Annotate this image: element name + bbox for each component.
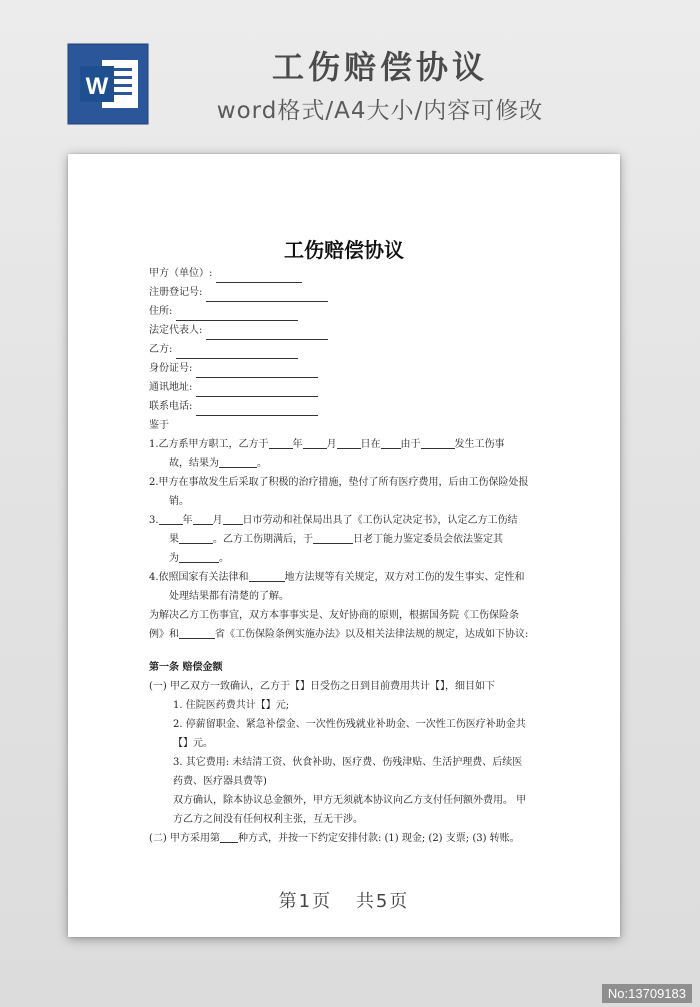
- clause-4-cont: 处理结果都有清楚的了解。: [169, 591, 289, 602]
- page-number: [68, 887, 620, 913]
- clause-4: 4.依照国家有关法律和 地方法规等有关规定，双方对工伤的发生事实、定性和: [149, 568, 549, 587]
- field-address: 住所:: [149, 302, 549, 321]
- clause-3-cont: 果 。乙方工伤期满后，于 日老丁能力鉴定委员会依法鉴定其: [149, 530, 549, 549]
- field-legal-representative: 法定代表人:: [149, 321, 549, 340]
- document-body: [149, 264, 549, 848]
- field-party-a-unit: 甲方（单位）:: [149, 264, 549, 283]
- total-pages: 共5页: [355, 891, 410, 912]
- clause-3: 3. 年 月 日市劳动和社保局出具了《工伤认定决定书》，认定乙方工伤结: [149, 511, 549, 530]
- section-1-confirm-cont: 方乙方之间没有任何权利主张，互无干涉。: [173, 814, 363, 825]
- section-1-confirm: 双方确认，除本协议总金额外，甲方无须就本协议向乙方支付任何额外费用。 甲: [173, 795, 527, 806]
- clause-1: 1.乙方系甲方职工，乙方于 年 月 日在 由于 发生工伤事: [149, 435, 549, 454]
- section-1-item-3-cont: 药费、医疗器具费等): [173, 776, 267, 787]
- whereas-heading: 鉴于: [149, 420, 169, 431]
- header-subtitle: word格式/A4大小/内容可修改: [216, 98, 544, 124]
- image-id-stamp: No:13709183: [602, 984, 692, 1003]
- field-phone: 联系电话:: [149, 397, 549, 416]
- clause-3-cont2: 为 。: [149, 549, 549, 568]
- field-party-b: 乙方:: [149, 340, 549, 359]
- field-mailing-address: 通讯地址:: [149, 378, 549, 397]
- preamble-line-1: 为解决乙方工伤事宜，双方本事事实是、友好协商的原则，根据国务院《工伤保险条: [149, 610, 519, 621]
- preamble-line-2: 例》和 省《工伤保险条例实施办法》以及相关法律法规的规定，达成如下协议:: [149, 625, 549, 644]
- word-document-icon: [66, 42, 150, 126]
- header-title: 工伤赔偿协议: [271, 48, 488, 86]
- svg-text:W: W: [85, 73, 109, 100]
- section-1-item-2: 2. 停薪留职金、紧急补偿金、一次性伤残就业补助金、一次性工伤医疗补助金共: [173, 719, 526, 730]
- clause-1-cont: 故，结果为 。: [149, 454, 549, 473]
- section-2-payment: (二) 甲方采用第 种方式，并按一下约定安排付款: (1) 现金; (2) 支票; (3) 转账。: [149, 829, 549, 848]
- clause-2: 2.甲方在事故发生后采取了积极的治疗措施，垫付了所有医疗费用，后由工伤保险处报: [149, 477, 529, 488]
- section-1-heading: 第一条 赔偿金额: [149, 662, 223, 673]
- document-page: [68, 154, 620, 937]
- field-id-number: 身份证号:: [149, 359, 549, 378]
- section-1-intro: (一) 甲乙双方一致确认，乙方于【】日受伤之日到目前费用共计【】，细目如下: [149, 681, 495, 692]
- clause-2-cont: 销。: [169, 496, 189, 507]
- document-title: 工伤赔偿协议: [284, 238, 404, 262]
- section-1-item-3: 3. 其它费用: 未结清工资、伙食补助、医疗费、伤残津贴、生活护理费、后续医: [173, 757, 523, 768]
- section-1-item-1: 1. 住院医药费共计【】元;: [173, 700, 290, 711]
- field-registration-number: 注册登记号:: [149, 283, 549, 302]
- current-page: 第1页: [278, 891, 333, 912]
- section-1-item-2-cont: 【】元。: [173, 738, 213, 749]
